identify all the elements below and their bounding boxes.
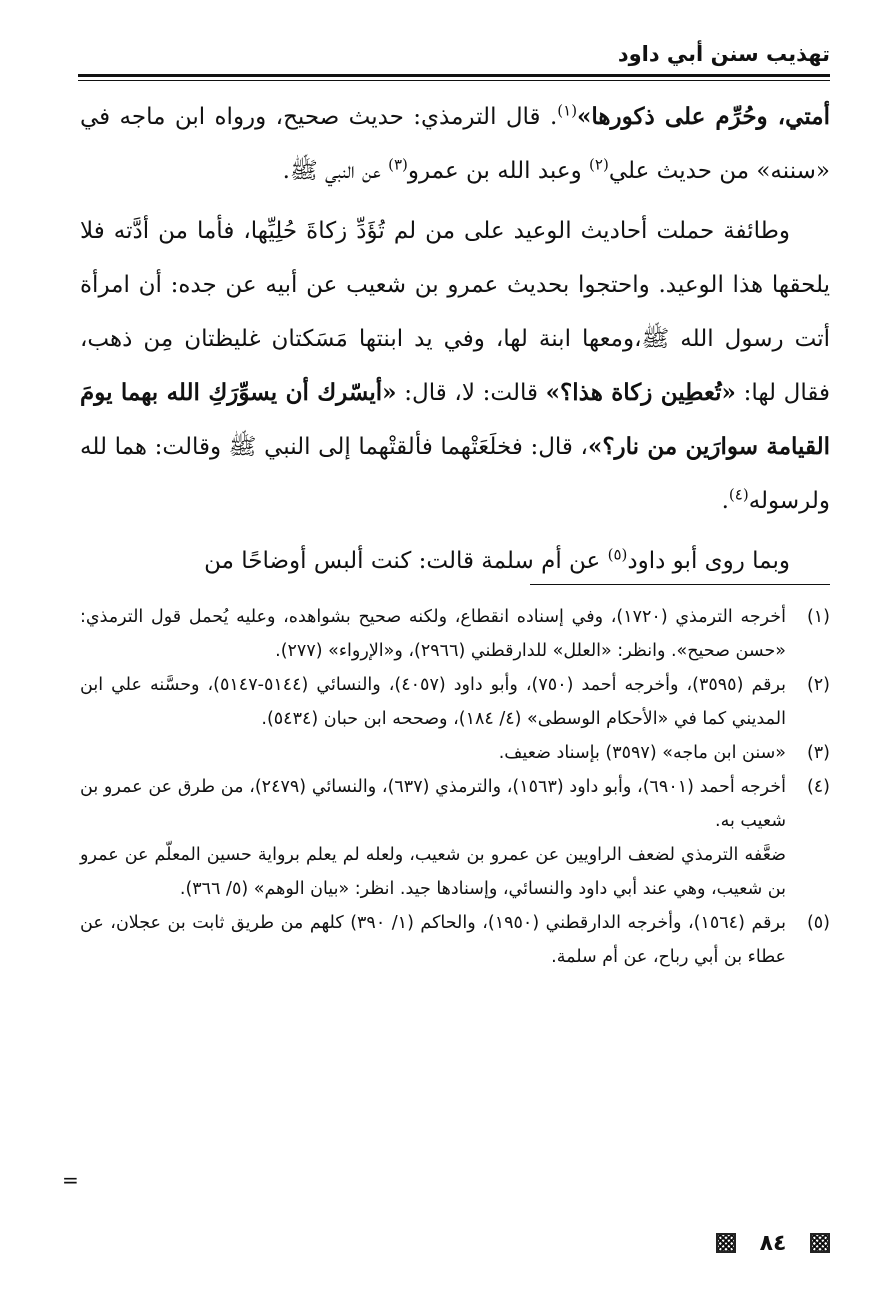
p1-text-2: . قال الترمذي: حديث صحيح، ورواه ابن ماجه في «سننه» من حديث علي bbox=[80, 104, 830, 184]
footnote-text: برقم (٣٥٩٥)، وأخرجه أحمد (٧٥٠)، وأبو داود (٤٠٥٧)، والنسائي (٥١٤٤-٥١٤٧)، وحسَّنه علي ابن المديني كما في «الأحكام الوسطى» (٤/ ١٨٤)، وصححه ابن حبان (٥٤٣٤). bbox=[80, 675, 786, 729]
footnote-text-continued: ضعَّفه الترمذي لضعف الراويين عن عمرو بن شعيب، ولعله لم يعلم برواية حسين المعلّم عن عمرو بن شعيب، وهي عند أبي داود والنسائي، وإسنادها جيد. انظر: «بيان الوهم» (٥/ ٣٦٦). bbox=[80, 845, 786, 899]
footnote-separator bbox=[530, 584, 830, 585]
footnote-text: أخرجه أحمد (٦٩٠١)، وأبو داود (١٥٦٣)، والترمذي (٦٣٧)، والنسائي (٢٤٧٩)، من طرق عن عمرو بن شعيب به. bbox=[80, 777, 786, 831]
p1-bold-text: أمتي، وحُرِّم على ذكورها» bbox=[577, 103, 830, 130]
footnote-number: (٢) bbox=[806, 675, 830, 695]
continuation-mark: = bbox=[62, 1168, 79, 1192]
ornament-square-icon bbox=[716, 1233, 736, 1253]
paragraph-1 bbox=[80, 90, 830, 198]
header-rule-thin bbox=[78, 80, 830, 81]
page-footer bbox=[0, 1228, 830, 1258]
footnote-2 bbox=[80, 668, 830, 736]
footnote-ref-5: (٥) bbox=[607, 545, 628, 564]
footnote-5 bbox=[80, 906, 830, 974]
footnote-number: (١) bbox=[806, 607, 830, 627]
p2-text-3: ، قال: فخلَعَتْهما فألقتْهما إلى النبي ﷺ وقالت: هما لله ولرسوله bbox=[80, 434, 830, 514]
p2-bold-1: «تُعطِين زكاة هذا؟» bbox=[545, 379, 736, 406]
footnote-number: (٤) bbox=[806, 777, 830, 797]
footnote-number: (٣) bbox=[806, 743, 830, 763]
p3-text-2: عن أم سلمة قالت: كنت ألبس أوضاحًا من bbox=[204, 548, 608, 574]
footnote-ref-3: (٣) bbox=[388, 155, 408, 174]
p2-text-2: قالت: لا، قال: bbox=[396, 380, 546, 406]
p2-bold-2: «أيسّرك أن يسوِّرَكِ الله بهما يومَ القيامة سوارَين من نار؟» bbox=[80, 379, 831, 460]
footnote-1 bbox=[80, 600, 830, 668]
p2-text-1: وطائفة حملت أحاديث الوعيد على من لم تُؤَدِّ زكاةَ حُلِيِّها، فأما من أدَّته فلا يلحقها هذا الوعيد. واحتجوا بحديث عمرو بن شعيب عن أبيه عن جده: أن امرأة أتت رسول الله ﷺ،ومعها ابنة لها، وفي يد ابنتها مَسَكتان غليظتان مِن ذهب، فقال لها: bbox=[80, 218, 830, 406]
footnote-text: «سنن ابن ماجه» (٣٥٩٧) بإسناد ضعيف. bbox=[498, 743, 786, 763]
footnote-ref-1: (١) bbox=[557, 101, 578, 120]
p1-text-4: عن النبي ﷺ. bbox=[282, 158, 389, 184]
paragraph-2 bbox=[80, 204, 830, 528]
footnote-ref-4: (٤) bbox=[728, 485, 749, 504]
footnotes bbox=[80, 600, 830, 974]
footnote-ref-2: (٢) bbox=[589, 155, 609, 174]
running-header bbox=[78, 38, 830, 78]
footnote-3 bbox=[80, 736, 830, 770]
p3-text-1: وبما روى أبو داود bbox=[627, 548, 790, 574]
ornament-square-icon bbox=[810, 1233, 830, 1253]
main-text bbox=[80, 90, 830, 588]
footnote-text: برقم (١٥٦٤)، وأخرجه الدارقطني (١٩٥٠)، والحاكم (١/ ٣٩٠) كلهم من طريق ثابت بن عجلان، عن عطاء بن أبي رباح، عن أم سلمة. bbox=[80, 913, 786, 967]
p2-text-4: . bbox=[721, 488, 729, 514]
running-title: تهذيب سنن أبي داود bbox=[617, 42, 830, 66]
footnote-4 bbox=[80, 770, 830, 906]
folio bbox=[716, 1228, 830, 1258]
footnote-text: أخرجه الترمذي (١٧٢٠)، وفي إسناده انقطاع، ولكنه صحيح بشواهده، وعليه يُحمل قول الترمذي: «حسن صحيح». وانظر: «العلل» للدارقطني (٢٩٦٦)، و«الإرواء» (٢٧٧). bbox=[80, 607, 786, 661]
page-number: ٨٤ bbox=[759, 1230, 787, 1256]
header-rule-thick bbox=[78, 74, 830, 77]
p1-text-3: وعبد الله بن عمرو bbox=[407, 158, 590, 184]
paragraph-3 bbox=[80, 534, 830, 588]
footnote-number: (٥) bbox=[806, 913, 830, 933]
